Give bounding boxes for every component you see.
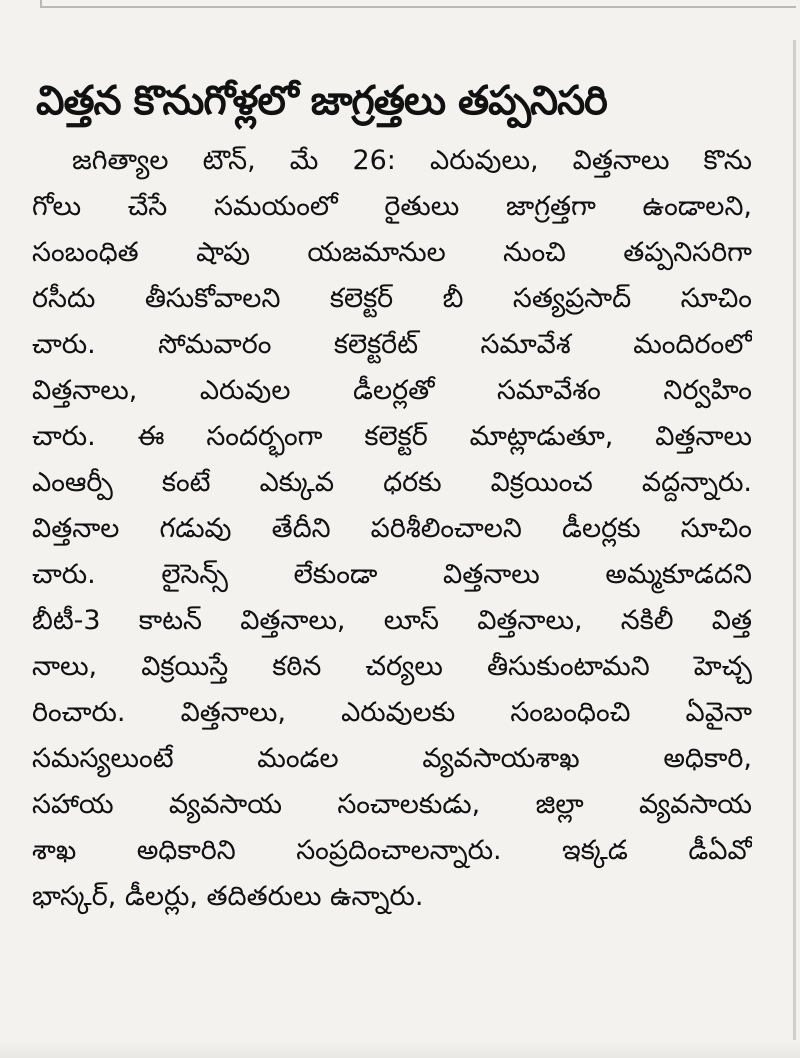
article-line: భాస్కర్, డీలర్లు, తదితరులు ఉన్నారు. [32, 881, 424, 912]
article-line: రసీదు తీసుకోవాలని కలెక్టర్ బీ సత్యప్రసాద్ సూచిం [32, 283, 752, 314]
article-line: సంబంధిత షాపు యజమానుల నుంచి తప్పనిసరిగా [32, 237, 752, 268]
article-body [32, 138, 752, 920]
article-line: విత్తనాల గడువు తేదీని పరిశీలించాలని డీలర్లకు సూచిం [32, 513, 752, 544]
article-line: జగిత్యాల టౌన్, మే 26: ఎరువులు, విత్తనాలు కొను [72, 145, 752, 176]
article-line: విత్తనాలు, ఎరువుల డీలర్లతో సమావేశం నిర్వహిం [32, 375, 752, 406]
article-line: గోలు చేసే సమయంలో రైతులు జాగ్రత్తగా ఉండాలని, [32, 191, 752, 222]
article-line: రించారు. విత్తనాలు, ఎరువులకు సంబంధించి ఏవైనా [32, 697, 752, 728]
headline: విత్తన కొనుగోళ్లలో జాగ్రత్తలు తప్పనిసరి [36, 77, 607, 124]
article-line: చారు. సోమవారం కలెక్టరేట్ సమావేశ మందిరంలో [32, 329, 752, 360]
article-line: చారు. ఈ సందర్భంగా కలెక్టర్ మాట్లాడుతూ, విత్తనాలు [32, 421, 752, 452]
article-line: సమస్యలుంటే మండల వ్యవసాయశాఖ అధికారి, [32, 743, 752, 774]
article-line: బీటీ-3 కాటన్ విత్తనాలు, లూస్ విత్తనాలు, నకిలీ విత్త [32, 605, 752, 636]
article-line: ఎంఆర్పీ కంటే ఎక్కువ ధరకు విక్రయించ వద్దన్నారు. [32, 467, 752, 498]
article-line: సహాయ వ్యవసాయ సంచాలకుడు, జిల్లా వ్యవసాయ [32, 789, 752, 820]
article-line: నాలు, విక్రయిస్తే కఠిన చర్యలు తీసుకుంటామని హెచ్చ [32, 651, 752, 682]
top-column-rule [40, 6, 796, 8]
article-line: చారు. లైసెన్స్ లేకుండా విత్తనాలు అమ్మకూడదని [32, 559, 752, 590]
page-bottom-edge [0, 1040, 800, 1058]
article-line: శాఖ అధికారిని సంప్రదించాలన్నారు. ఇక్కడ డీఏవో [32, 835, 752, 866]
right-column-rule [793, 40, 796, 1040]
left-column-rule [40, 0, 42, 8]
